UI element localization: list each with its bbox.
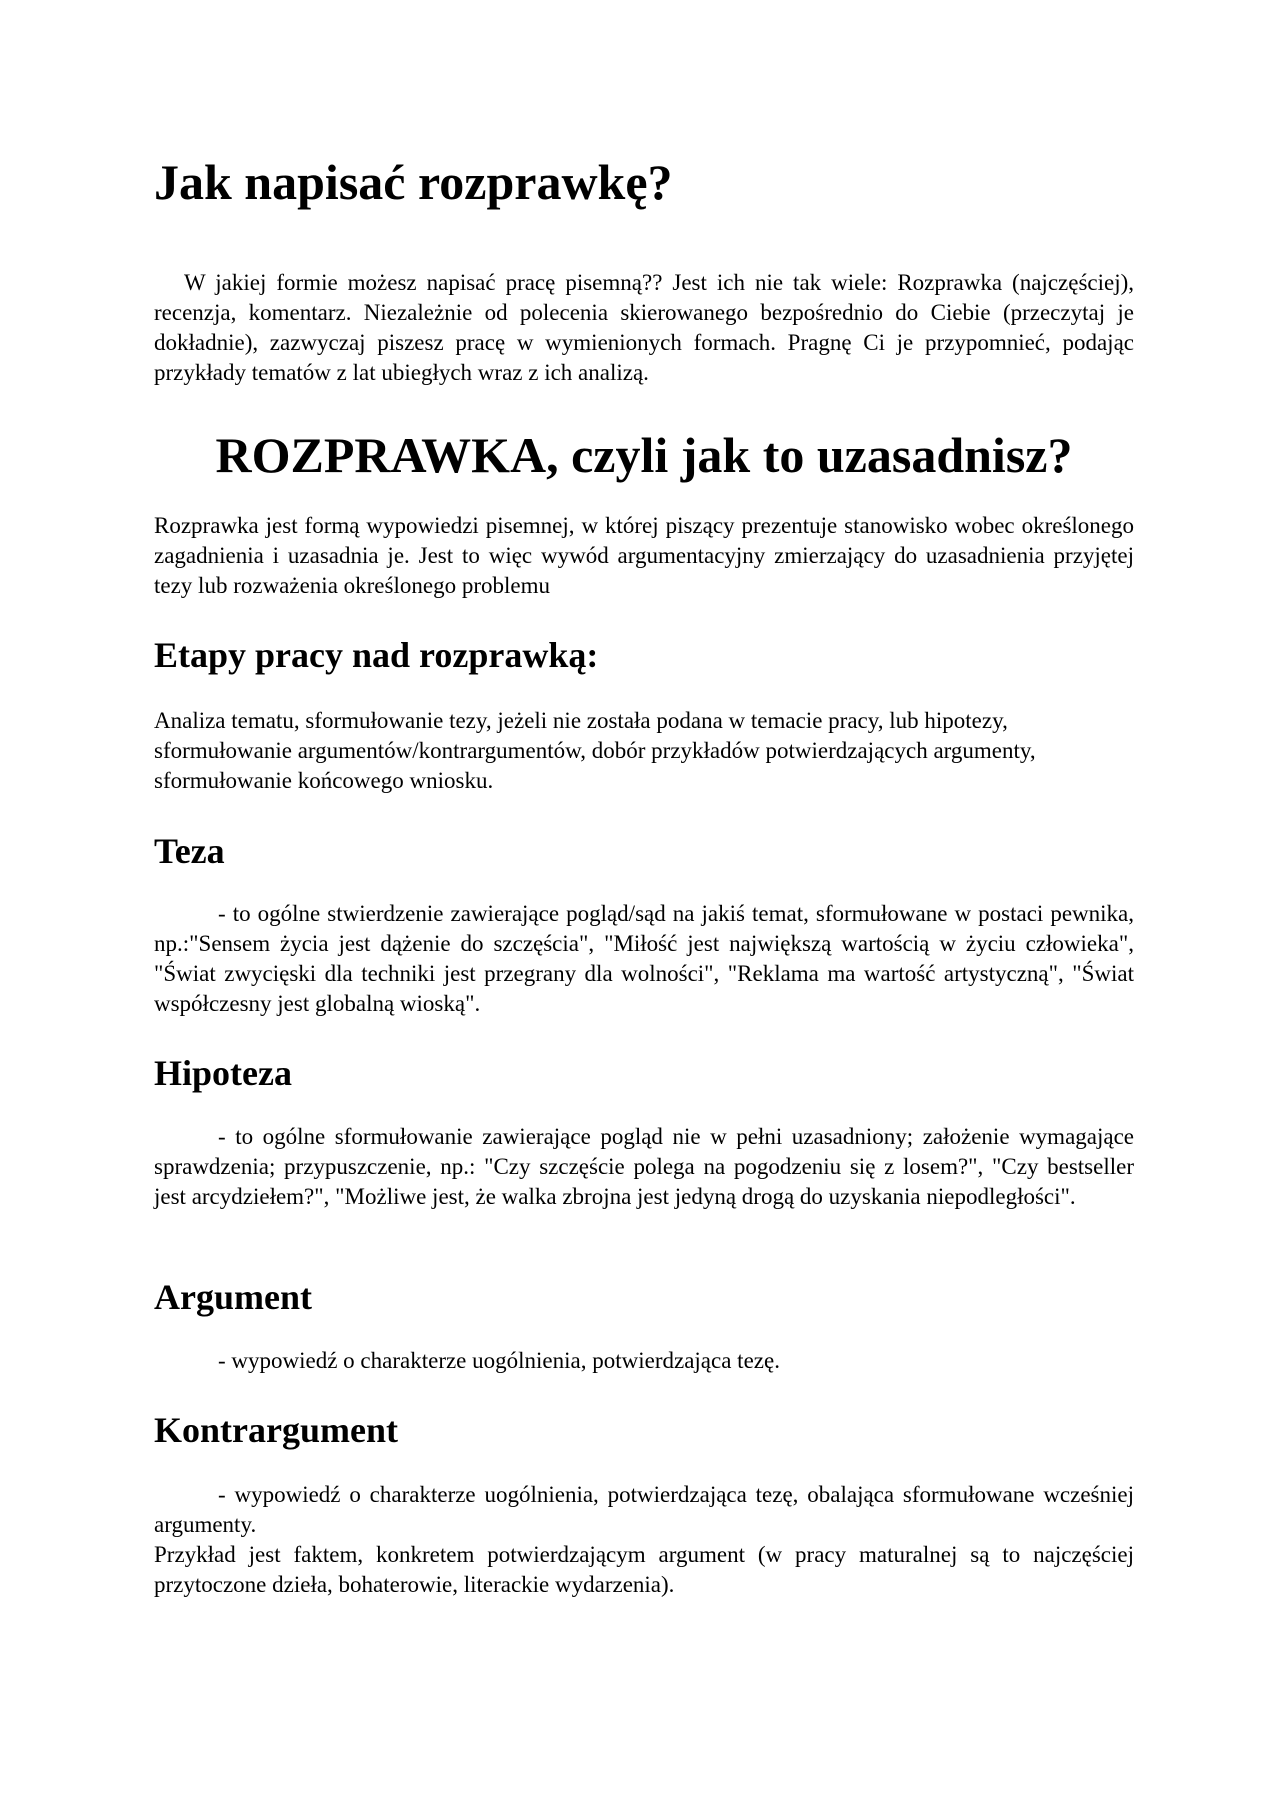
argument-paragraph: - wypowiedź o charakterze uogólnienia, potwierdzająca tezę. [218,1348,780,1373]
section-intro-paragraph: Rozprawka jest formą wypowiedzi pisemnej, w której piszący prezentuje stanowisko wobec określonego zagadnienia i uzasadnia je. Jest to więc wywód argumentacyjny zmierzający do uzasadnienia przyjętej tezy lub rozważenia określonego problemu [154,513,1134,598]
argument-heading: Argument [154,1277,312,1317]
hipoteza-heading: Hipoteza [154,1053,292,1093]
kontrargument-paragraph: - wypowiedź o charakterze uogólnienia, potwierdzająca tezę, obalająca sformułowane wcześniej argumenty. [154,1482,1134,1537]
page-title: Jak napisać rozprawkę? [154,154,673,210]
stages-paragraph: Analiza tematu, sformułowanie tezy, jeżeli nie została podana w temacie pracy, lub hipotezy, sformułowanie argumentów/kontrargumentów, dobór przykładów potwierdzających argumenty, sformułowanie końcowego wniosku. [154,708,1036,793]
intro-paragraph: W jakiej formie możesz napisać pracę pisemną?? Jest ich nie tak wiele: Rozprawka (najczęściej), recenzja, komentarz. Niezależnie od polecenia skierowanego bezpośrednio do Ciebie (przeczytaj je dokładnie), zazwyczaj piszesz pracę w wymienionych formach. Pragnę Ci je przypomnieć, podając przykłady tematów z lat ubiegłych wraz z ich analizą. [154,270,1134,385]
hipoteza-paragraph: - to ogólne sformułowanie zawierające pogląd nie w pełni uzasadniony; założenie wymagające sprawdzenia; przypuszczenie, np.: "Czy szczęście polega na pogodzeniu się z losem?", "Czy bestseller jest arcydziełem?", "Możliwe jest, że walka zbrojna jest jedyną drogą do uzyskania niepodległości". [154,1124,1134,1209]
przyklad-paragraph: Przykład jest faktem, konkretem potwierdzającym argument (w pracy maturalnej są to najczęściej przytoczone dzieła, bohaterowie, literackie wydarzenia). [154,1542,1134,1597]
section-title: ROZPRAWKA, czyli jak to uzasadnisz? [215,427,1073,483]
teza-paragraph: - to ogólne stwierdzenie zawierające pogląd/sąd na jakiś temat, sformułowane w postaci pewnika, np.:"Sensem życia jest dążenie do szczęścia", "Miłość jest największą wartością w życiu człowieka", "Świat zwycięski dla techniki jest przegrany dla wolności", "Reklama ma wartość artystyczną", "Świat współczesny jest globalną wioską". [154,901,1134,1016]
stages-heading: Etapy pracy nad rozprawką: [154,635,599,675]
teza-heading: Teza [154,831,225,871]
kontrargument-heading: Kontrargument [154,1410,398,1450]
